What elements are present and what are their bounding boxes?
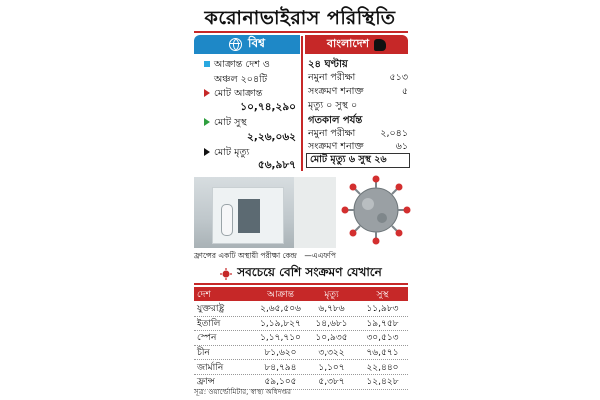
world-infected-value: ১০,৭৪,২৯০	[240, 101, 296, 113]
row-infected: ১,১৭,৭১০	[260, 333, 301, 344]
green-triangle-icon	[204, 118, 210, 126]
row-recovered: ৭৬,৫৭১	[366, 348, 399, 359]
row-recovered: ১৯,৭৫৮	[366, 318, 399, 329]
photo-person	[222, 205, 232, 235]
globe-icon	[229, 38, 242, 51]
photo-credit: —এএফপি	[304, 251, 336, 260]
world-recovered	[204, 116, 247, 131]
row-infected: ৮১,৬২০	[264, 348, 297, 359]
row-infected: ২,৬৫,৫০৬	[260, 304, 301, 315]
row-deaths: ১,১০৭	[318, 362, 345, 373]
last24-detected-value: ৫	[401, 86, 408, 97]
row-recovered: ২২,৪৪০	[366, 362, 399, 373]
virus-small-icon	[220, 268, 232, 280]
last24-tests	[308, 71, 408, 86]
infographic-card	[188, 0, 414, 400]
column-deaths: মৃত্যু	[324, 289, 339, 300]
sofar-detected-label: সংক্রমণ শনাক্ত	[308, 141, 364, 152]
world-countries-label: আক্রান্ত দেশ ও অঞ্চল ২০৪টি	[214, 59, 270, 85]
red-triangle-icon	[204, 89, 210, 97]
world-header	[194, 35, 300, 54]
table-row	[194, 331, 408, 346]
photo-tent-door	[238, 199, 260, 233]
world-infected-label: মোট আক্রান্ত	[214, 88, 263, 99]
photo-wall	[294, 177, 336, 248]
world-deaths-value: ৫৬,৯৮৭	[257, 159, 296, 171]
row-country: যুক্তরাষ্ট্র	[197, 304, 225, 315]
world-recovered-label: মোট সুস্থ	[214, 117, 247, 128]
table-divider	[194, 283, 408, 285]
last24-detected-label: সংক্রমণ শনাক্ত	[308, 86, 364, 97]
page-title: করোনাভাইরাস পরিস্থিতি	[204, 7, 396, 29]
source-note: সূত্র: ওয়ার্ল্ডোমিটার, স্বাস্থ্য অধিদপ্তর	[194, 388, 291, 396]
row-country: স্পেন	[197, 333, 217, 344]
black-triangle-icon	[204, 148, 210, 156]
sofar-tests-value: ২,০৪১	[380, 128, 408, 139]
column-infected: আক্রান্ত	[267, 289, 294, 300]
square-bullet-icon	[204, 61, 210, 67]
column-country: দেশ	[197, 289, 211, 300]
table-row	[194, 302, 408, 317]
sofar-detected-value: ৬১	[395, 141, 408, 152]
table-heading	[194, 265, 408, 283]
column-divider	[301, 36, 303, 171]
row-recovered: ১১,৯৮৩	[366, 304, 399, 315]
sofar-heading: গতকাল পর্যন্ত	[308, 115, 363, 126]
row-deaths: ১৪,৬৮১	[315, 318, 348, 329]
row-recovered: ১২,৪২৮	[366, 377, 399, 388]
row-country: ইতালি	[197, 318, 221, 329]
title-divider	[194, 31, 408, 33]
row-infected: ১,১৯,৮২৭	[260, 318, 301, 329]
row-deaths: ৬,৭৮৬	[318, 304, 345, 315]
last24-detected	[308, 85, 408, 100]
row-infected: ৫৯,১০৫	[264, 377, 297, 388]
last24-heading: ২৪ ঘণ্টায়	[308, 59, 348, 70]
row-country: চীন	[197, 348, 210, 359]
row-deaths: ১০,৯৩৫	[315, 333, 348, 344]
sofar-tests-label: নমুনা পরীক্ষা	[308, 128, 356, 139]
table-row	[194, 360, 408, 375]
row-country: জার্মানি	[197, 362, 224, 373]
row-recovered: ৩০,৫১৩	[366, 333, 399, 344]
last24-death-recovery-text: মৃত্যু ০ সুস্থ ০	[308, 100, 358, 111]
world-heading: বিশ্ব	[248, 35, 265, 50]
world-deaths-label: মোট মৃত্যু	[214, 147, 250, 158]
row-deaths: ৩,৩২২	[318, 348, 345, 359]
last24-death-recovery	[308, 99, 408, 114]
row-infected: ৮৪,৭৯৪	[264, 362, 297, 373]
table-body	[194, 302, 408, 390]
world-countries	[204, 58, 296, 88]
row-country: ফ্রান্স	[197, 377, 215, 388]
table-header	[194, 287, 408, 301]
sofar-death-recovery-text: মোট মৃত্যু ৬ সুস্থ ২৬	[310, 154, 387, 165]
table-heading-text: সবচেয়ে বেশি সংক্রমণ যেখানে	[237, 265, 382, 279]
testing-center-photo	[194, 177, 336, 248]
bangladesh-map-icon	[374, 39, 386, 51]
photo-caption-text: ফ্রান্সের একটি অস্থায়ী পরীক্ষা কেন্দ্র	[194, 251, 297, 260]
last24-tests-label: নমুনা পরীক্ষা	[308, 72, 356, 83]
sofar-total-box	[306, 153, 410, 168]
world-recovered-value: ২,২৬,০৬২	[247, 131, 296, 143]
row-deaths: ৫,৩৮৭	[318, 377, 345, 388]
bangladesh-heading: বাংলাদেশ	[326, 37, 370, 50]
table-row	[194, 346, 408, 361]
photo-caption	[194, 251, 336, 263]
last24-tests-value: ৫১৩	[389, 72, 408, 83]
table-row	[194, 317, 408, 332]
bangladesh-header	[305, 35, 408, 54]
column-recovered: সুস্থ	[376, 289, 389, 300]
coronavirus-icon	[338, 170, 414, 250]
